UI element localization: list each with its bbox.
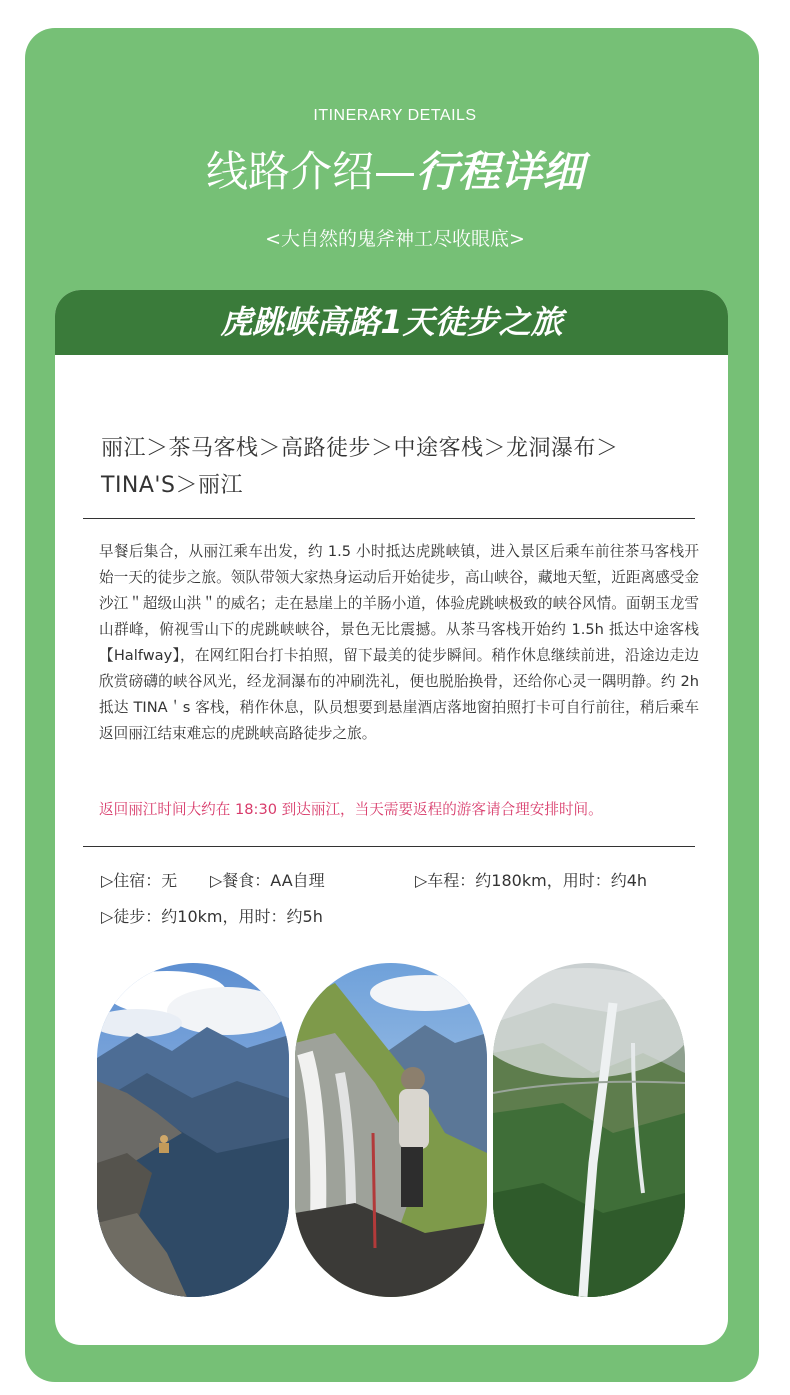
- route-line-1: 丽江＞茶马客栈＞高路徒步＞中途客栈＞龙洞瀑布＞: [101, 436, 619, 461]
- page-title: [0, 142, 790, 202]
- itinerary-description: 早餐后集合，从丽江乘车出发，约 1.5 小时抵达虎跳峡镇，进入景区后乘车前往茶马客栈开始一天的徒步之旅。领队带领大家热身运动后开始徒步，高山峡谷，藏地天堑，近距离感受金沙江＂超级山洪＂的威名；走在悬崖上的羊肠小道，体验虎跳峡极致的峡谷风情。面朝玉龙雪山群峰，俯视雪山下的虎跳峡峡谷，景色无比震撼。从茶马客栈开始约 1.5h 抵达中途客栈【Halfway】，在网红阳台打卡拍照，留下最美的徒步瞬间。稍作休息继续前进，沿途边走边欣赏磅礴的峡谷风光，经龙洞瀑布的冲刷洗礼，便也脱胎换骨，还给你心灵一隅明静。约 2h 抵达 TINA＇s 客栈，稍作休息，队员想要到悬崖酒店落地窗拍照打卡可自行前往，稍后乘车返回丽江结束难忘的虎跳峡高路徒步之旅。: [99, 543, 699, 742]
- divider-top: [83, 518, 695, 519]
- section-eyebrow: ITINERARY DETAILS: [313, 107, 477, 124]
- info-drive: ▷车程：约180km，用时：约4h: [415, 871, 648, 890]
- itinerary-card: [55, 290, 728, 1345]
- photo-waterfall-hiker: [295, 963, 487, 1297]
- route-text: [101, 430, 701, 504]
- info-hike: ▷徒步：约10km，用时：约5h: [101, 907, 323, 926]
- card-title: 虎跳峡高路1天徒步之旅: [55, 290, 728, 355]
- divider-bottom: [83, 846, 695, 847]
- info-lodging: ▷住宿：无: [101, 871, 178, 890]
- page-title-bold: 行程详细: [416, 147, 585, 196]
- return-time-notice: 返回丽江时间大约在 18:30 到达丽江，当天需要返程的游客请合理安排时间。: [99, 801, 603, 818]
- page-title-light: 线路介绍—: [205, 147, 416, 196]
- info-meals: ▷餐食：AA自理: [210, 871, 325, 890]
- photo-cliff-hiker: [97, 963, 289, 1297]
- photo-misty-waterfall: [493, 963, 685, 1297]
- route-line-2: TINA'S＞丽江: [101, 473, 243, 498]
- page-subtitle: <大自然的鬼斧神工尽收眼底>: [265, 228, 525, 250]
